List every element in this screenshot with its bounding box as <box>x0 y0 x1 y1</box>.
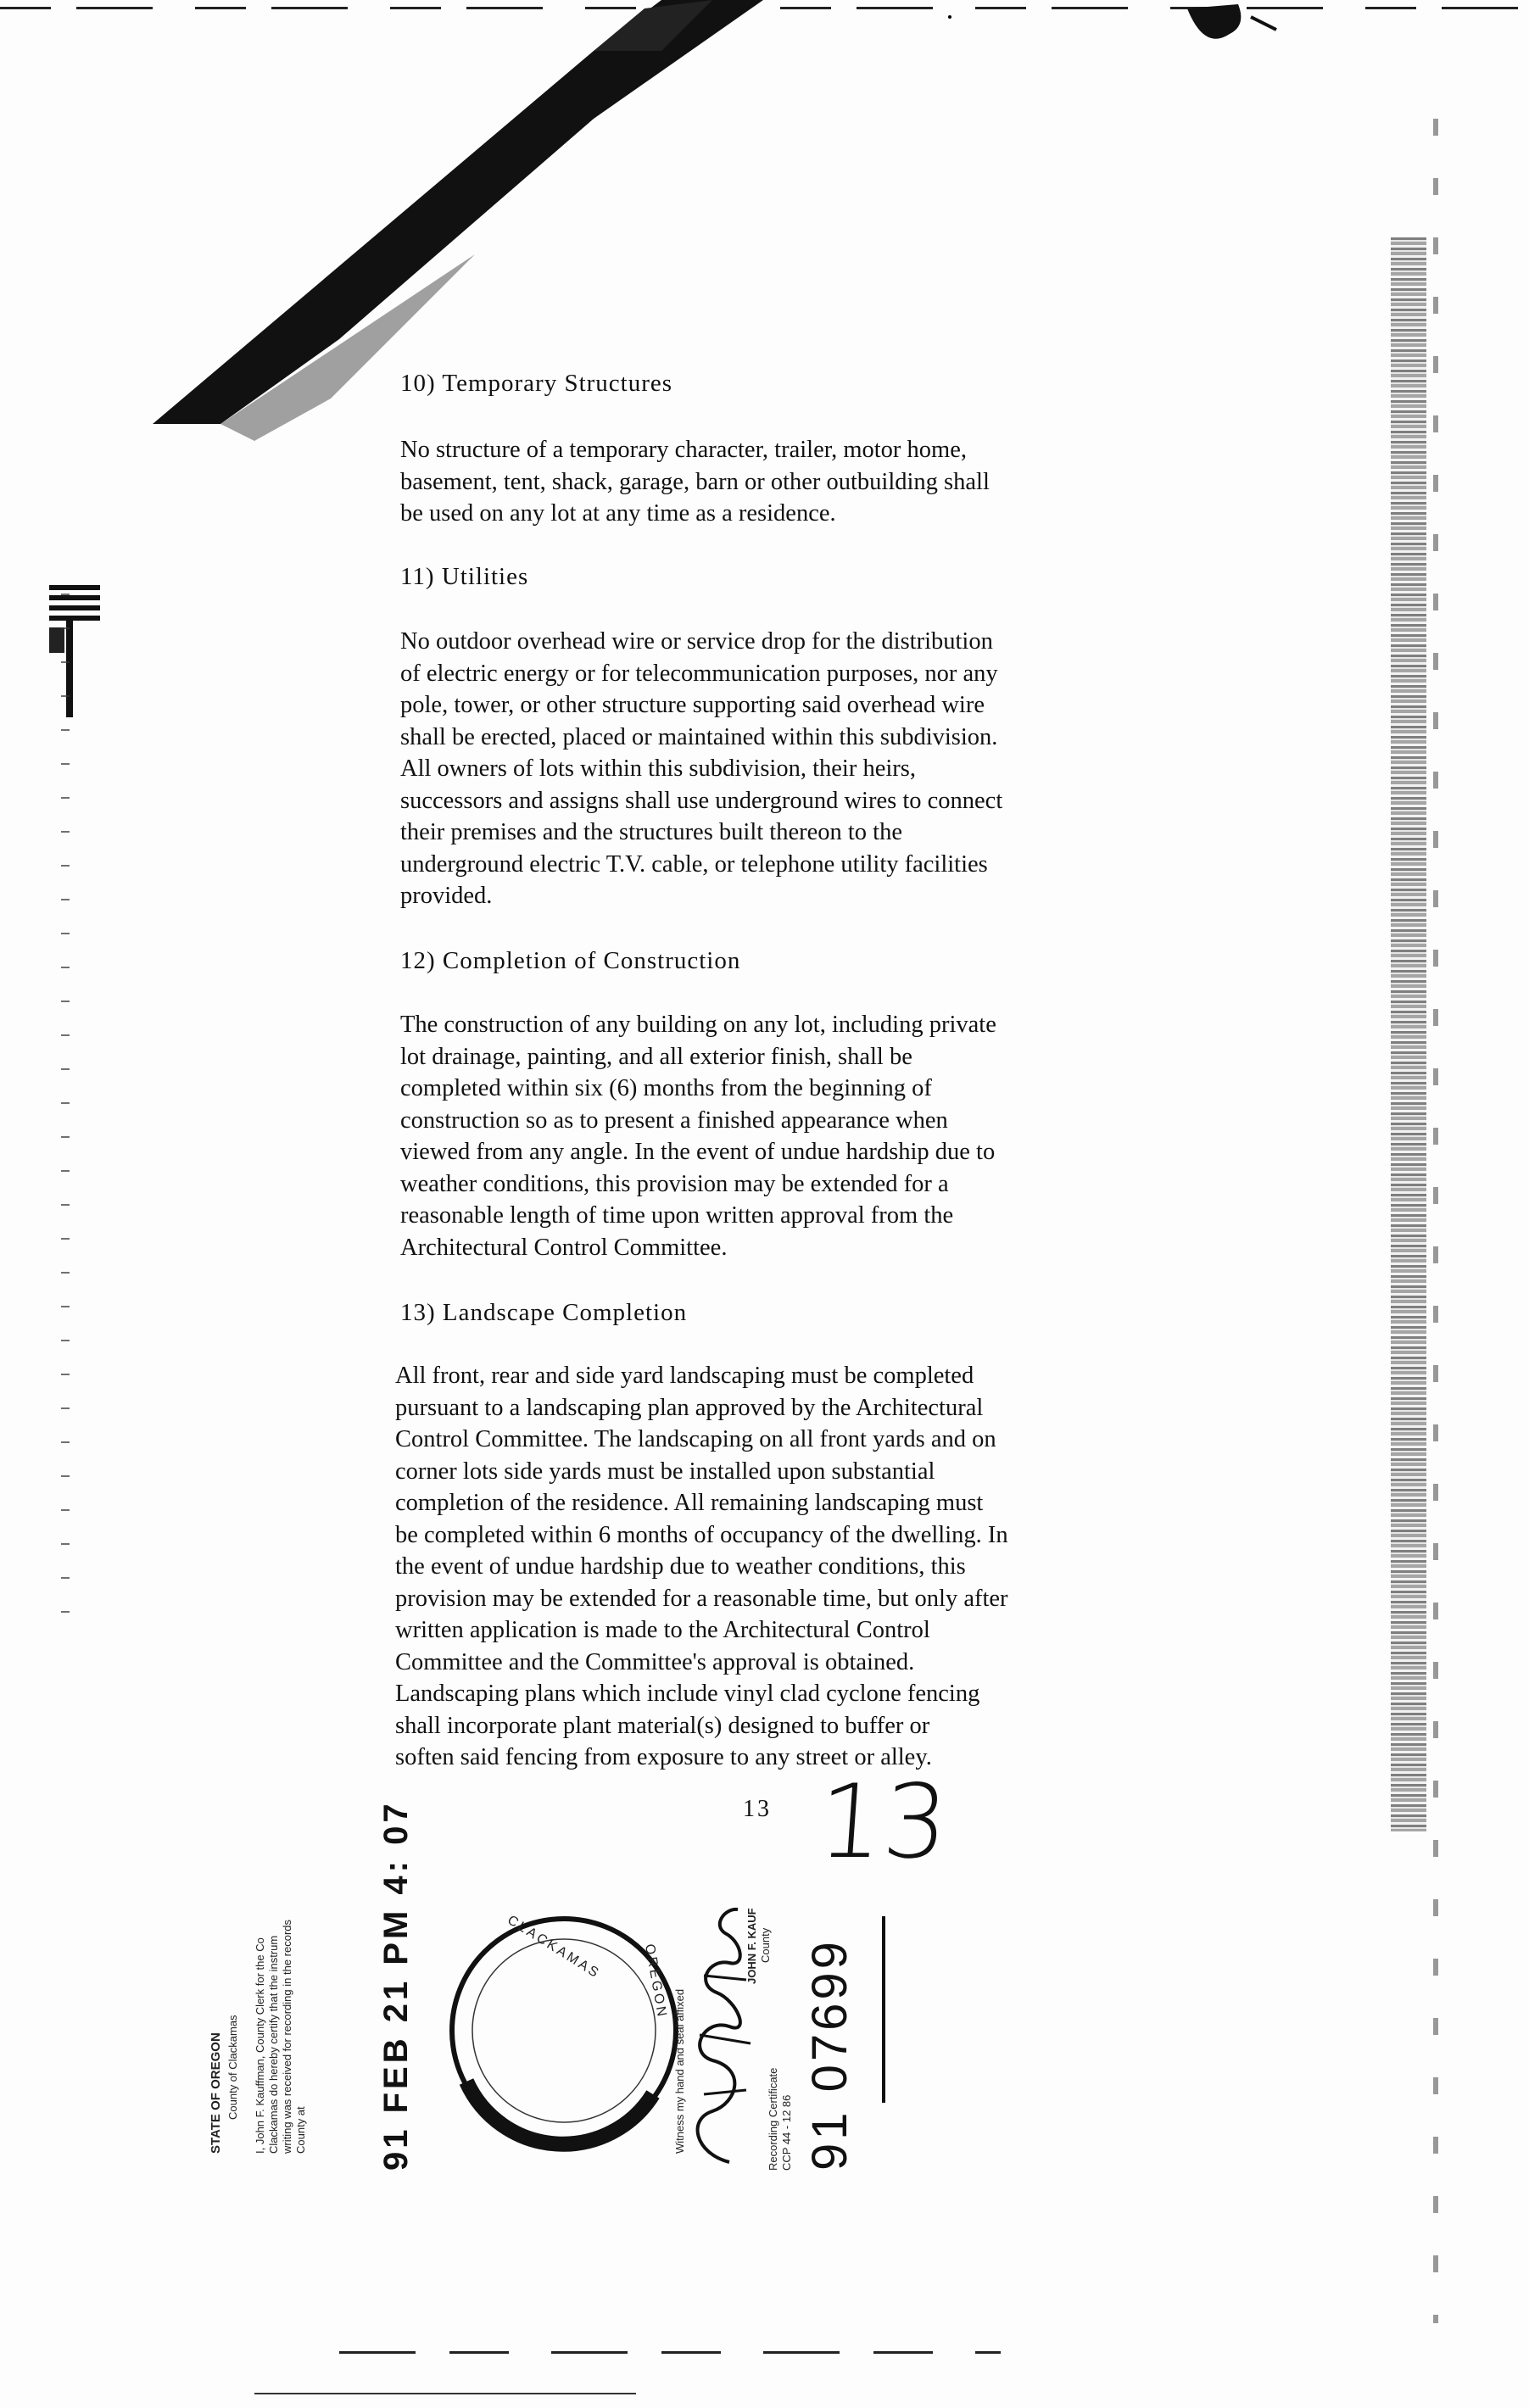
seal-text-side: OREGON <box>641 1943 670 2021</box>
recording-cert-line: writing was received for recording in the records <box>281 1919 293 2154</box>
recording-certificate-line: Recording Certificate <box>767 2067 779 2171</box>
section-heading-completion-of-construction: 12) Completion of Construction <box>400 947 741 974</box>
text-line: underground electric T.V. cable, or telephone utility facilities <box>400 850 988 878</box>
text-line: completion of the residence. All remaining landscaping must <box>395 1490 984 1516</box>
seal-text-top: CLACKAMAS <box>505 1913 603 1982</box>
text-line: successors and assigns shall use underground wires to connect <box>400 787 1003 814</box>
text-line: Committee and the Committee's approval is obtained. <box>395 1648 915 1675</box>
text-line: No outdoor overhead wire or service drop for the distribution <box>400 628 993 655</box>
scan-edge-bottom <box>339 2351 1001 2354</box>
text-line: No structure of a temporary character, trailer, motor home, <box>400 437 967 463</box>
page-number-typed: 13 <box>743 1796 772 1822</box>
section-body-temporary-structures <box>400 434 1193 530</box>
section-body-completion-of-construction <box>400 1009 1180 1263</box>
clerk-title-line: County <box>759 1927 772 1963</box>
scan-edge-right-dashes <box>1433 119 1438 2323</box>
section-heading-temporary-structures: 10) Temporary Structures <box>400 370 673 397</box>
text-line: All owners of lots within this subdivision, their heirs, <box>400 755 916 782</box>
recording-state-line: STATE OF OREGON <box>209 2032 223 2154</box>
text-line: provision may be extended for a reasonable time, but only after <box>395 1585 1008 1612</box>
text-line: their premises and the structures built thereon to the <box>400 819 903 845</box>
text-line: corner lots side yards must be installed upon substantial <box>395 1458 935 1485</box>
page-number-handwritten: 13 <box>814 1764 952 1881</box>
text-line: shall incorporate plant material(s) designed to buffer or <box>395 1712 930 1739</box>
text-line: reasonable length of time upon written approval from the <box>400 1202 954 1229</box>
corner-blot <box>1170 0 1281 59</box>
text-line: the event of undue hardship due to weather conditions, this <box>395 1553 966 1580</box>
recording-number: 91 07699 <box>802 1938 857 2171</box>
text-line: soften said fencing from exposure to any street or alley. <box>395 1744 932 1770</box>
recording-county-line: County of Clackamas <box>226 2015 239 2120</box>
text-line: Control Committee. The landscaping on all front yards and on <box>395 1426 996 1452</box>
text-line: lot drainage, painting, and all exterior finish, shall be <box>400 1043 912 1070</box>
text-line: pole, tower, or other structure supporting said overhead wire <box>400 692 985 718</box>
text-line: weather conditions, this provision may be extended for a <box>400 1170 949 1197</box>
text-line: be used on any lot at any time as a residence. <box>400 500 836 527</box>
section-body-utilities <box>400 626 1202 912</box>
left-margin-mark <box>49 585 117 721</box>
scan-edge-left <box>61 594 70 1628</box>
recording-certificate-line: CCP 44 - 12 86 <box>780 2094 793 2171</box>
text-line: of electric energy or for telecommunication purposes, nor any <box>400 660 998 687</box>
text-line: basement, tent, shack, garage, barn or other outbuilding shall <box>400 468 990 495</box>
text-line: Landscaping plans which include vinyl clad cyclone fencing <box>395 1681 980 1707</box>
text-line: viewed from any angle. In the event of undue hardship due to <box>400 1139 996 1165</box>
recording-cert-line: County at <box>294 2106 307 2154</box>
text-line: provided. <box>400 883 493 909</box>
recording-cert-line: Clackamas do hereby certify that the instrum <box>267 1935 280 2154</box>
text-line: completed within six (6) months from the beginning of <box>400 1075 932 1101</box>
section-body-landscape-completion <box>395 1360 1201 1774</box>
section-heading-utilities: 11) Utilities <box>400 563 529 590</box>
text-line: written application is made to the Architectural Control <box>395 1617 930 1643</box>
witness-line: Witness my hand and seal affixed <box>673 1988 686 2154</box>
text-line: shall be erected, placed or maintained within this subdivision. <box>400 723 998 750</box>
clerk-title-line: JOHN F. KAUF <box>745 1908 758 1984</box>
recording-stamp-date: 91 FEB 21 PM 4: 07 <box>377 1800 415 2171</box>
text-line: construction so as to present a finished appearance when <box>400 1106 948 1134</box>
scan-edge-bottom-line <box>254 2393 636 2394</box>
recording-cert-line: I, John F. Kauffman, County Clerk for the Co <box>254 1937 266 2154</box>
text-line: Architectural Control Committee. <box>400 1234 728 1261</box>
margin-pen-stroke <box>882 1916 885 2103</box>
text-line: All front, rear and side yard landscaping must be completed <box>395 1363 974 1389</box>
section-heading-landscape-completion: 13) Landscape Completion <box>400 1299 688 1326</box>
scan-edge-right <box>1391 237 1426 1831</box>
text-line: pursuant to a landscaping plan approved by the Architectural <box>395 1394 984 1421</box>
text-line: The construction of any building on any lot, including private <box>400 1012 996 1038</box>
text-line: be completed within 6 months of occupancy of the dwelling. In <box>395 1521 1008 1548</box>
